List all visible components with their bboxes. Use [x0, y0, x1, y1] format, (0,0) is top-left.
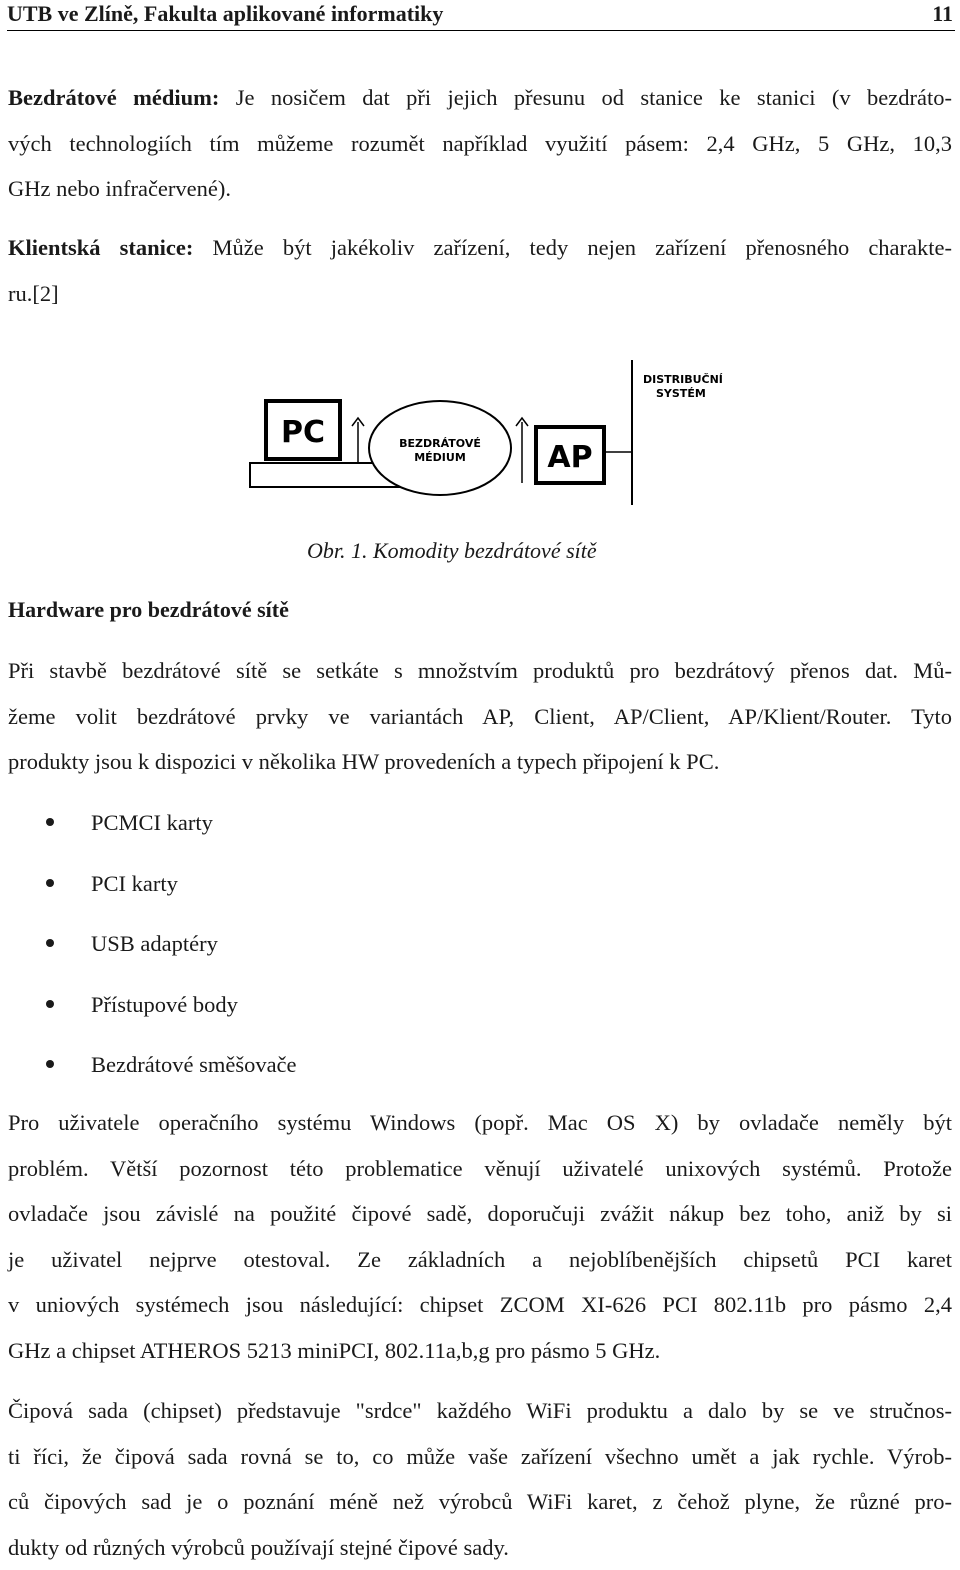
bullet-icon: [46, 1000, 54, 1008]
bullet-icon: [46, 818, 54, 826]
ap-label: AP: [547, 440, 592, 475]
paragraph-line: žeme volit bezdrátové prvky ve variantách AP, Client, AP/Client, AP/Klient/Router. Tyto: [8, 694, 952, 740]
list-item-label: USB adaptéry: [91, 919, 218, 969]
paragraph-chipset: [8, 1388, 952, 1570]
wireless-network-diagram: [240, 355, 740, 515]
paragraph-line: problém. Větší pozornost této problematice věnují uživatelé unixových systémů. Protože: [8, 1146, 952, 1192]
section-heading: Hardware pro bezdrátové sítě: [8, 597, 289, 623]
paragraph-line: ců čipových sad je o poznání méně než výrobců WiFi karet, z čehož plyne, že různé pro-: [8, 1479, 952, 1525]
medium-label: BEZDRÁTOVÉ: [399, 437, 481, 450]
paragraph-line: GHz a chipset ATHEROS 5213 miniPCI, 802.11a,b,g pro pásmo 5 GHz.: [8, 1328, 952, 1374]
definition-client-station: [8, 225, 952, 316]
definition-text: vých technologiích tím můžeme rozumět například využití pásem: 2,4 GHz, 5 GHz, 10,3: [8, 121, 952, 167]
definition-text: ru.[2]: [8, 271, 952, 317]
paragraph-line: Pro uživatele operačního systému Windows (popř. Mac OS X) by ovladače neměly být: [8, 1100, 952, 1146]
bullet-icon: [46, 879, 54, 887]
bullet-icon: [46, 1060, 54, 1068]
pc-label: PC: [281, 415, 325, 450]
paragraph-line: Čipová sada (chipset) představuje "srdce" každého WiFi produktu a dalo by se ve stručnos-: [8, 1388, 952, 1434]
definition-text: Je nosičem dat při jejich přesunu od stanice ke stanici (v bezdráto-: [219, 85, 952, 110]
paragraph-drivers: [8, 1100, 952, 1373]
header-school-name: UTB ve Zlíně, Fakulta aplikované informatiky: [7, 0, 443, 28]
bullet-icon: [46, 939, 54, 947]
paragraph-line: je uživatel nejprve otestoval. Ze základních a nejoblíbenějších chipsetů PCI karet: [8, 1237, 952, 1283]
paragraph-line: Při stavbě bezdrátové sítě se setkáte s množstvím produktů pro bezdrátový přenos dat. Mů-: [8, 648, 952, 694]
page-number: 11: [932, 0, 953, 28]
paragraph-hardware-intro: [8, 648, 952, 785]
list-item-label: PCI karty: [91, 859, 178, 909]
distribution-system-label: SYSTÉM: [656, 387, 706, 400]
medium-label: MÉDIUM: [414, 451, 466, 464]
definition-term: Bezdrátové médium:: [8, 85, 219, 110]
distribution-system-label: DISTRIBUČNÍ: [643, 373, 723, 386]
definition-wireless-medium: [8, 75, 952, 212]
paragraph-line: ovladače jsou závislé na použité čipové sadě, doporučuji zvážit nákup bez toho, aniž by si: [8, 1191, 952, 1237]
list-item-label: PCMCI karty: [91, 798, 213, 848]
page-header: [7, 0, 955, 31]
paragraph-line: ti říci, že čipová sada rovná se to, co může vaše zařízení všechno umět a jak rychle. Výrob-: [8, 1434, 952, 1480]
list-item-label: Bezdrátové směšovače: [91, 1040, 297, 1090]
paragraph-line: produkty jsou k dispozici v několika HW provedeních a typech připojení k PC.: [8, 739, 952, 785]
list-item-label: Přístupové body: [91, 980, 238, 1030]
paragraph-line: dukty od různých výrobců používají stejné čipové sady.: [8, 1525, 952, 1570]
definition-term: Klientská stanice:: [8, 235, 193, 260]
definition-text: GHz nebo infračervené).: [8, 166, 952, 212]
definition-text: Může být jakékoliv zařízení, tedy nejen zařízení přenosného charakte-: [193, 235, 952, 260]
paragraph-line: v uniových systémech jsou následující: chipset ZCOM XI-626 PCI 802.11b pro pásmo 2,4: [8, 1282, 952, 1328]
figure-caption: Obr. 1. Komodity bezdrátové sítě: [307, 538, 597, 564]
